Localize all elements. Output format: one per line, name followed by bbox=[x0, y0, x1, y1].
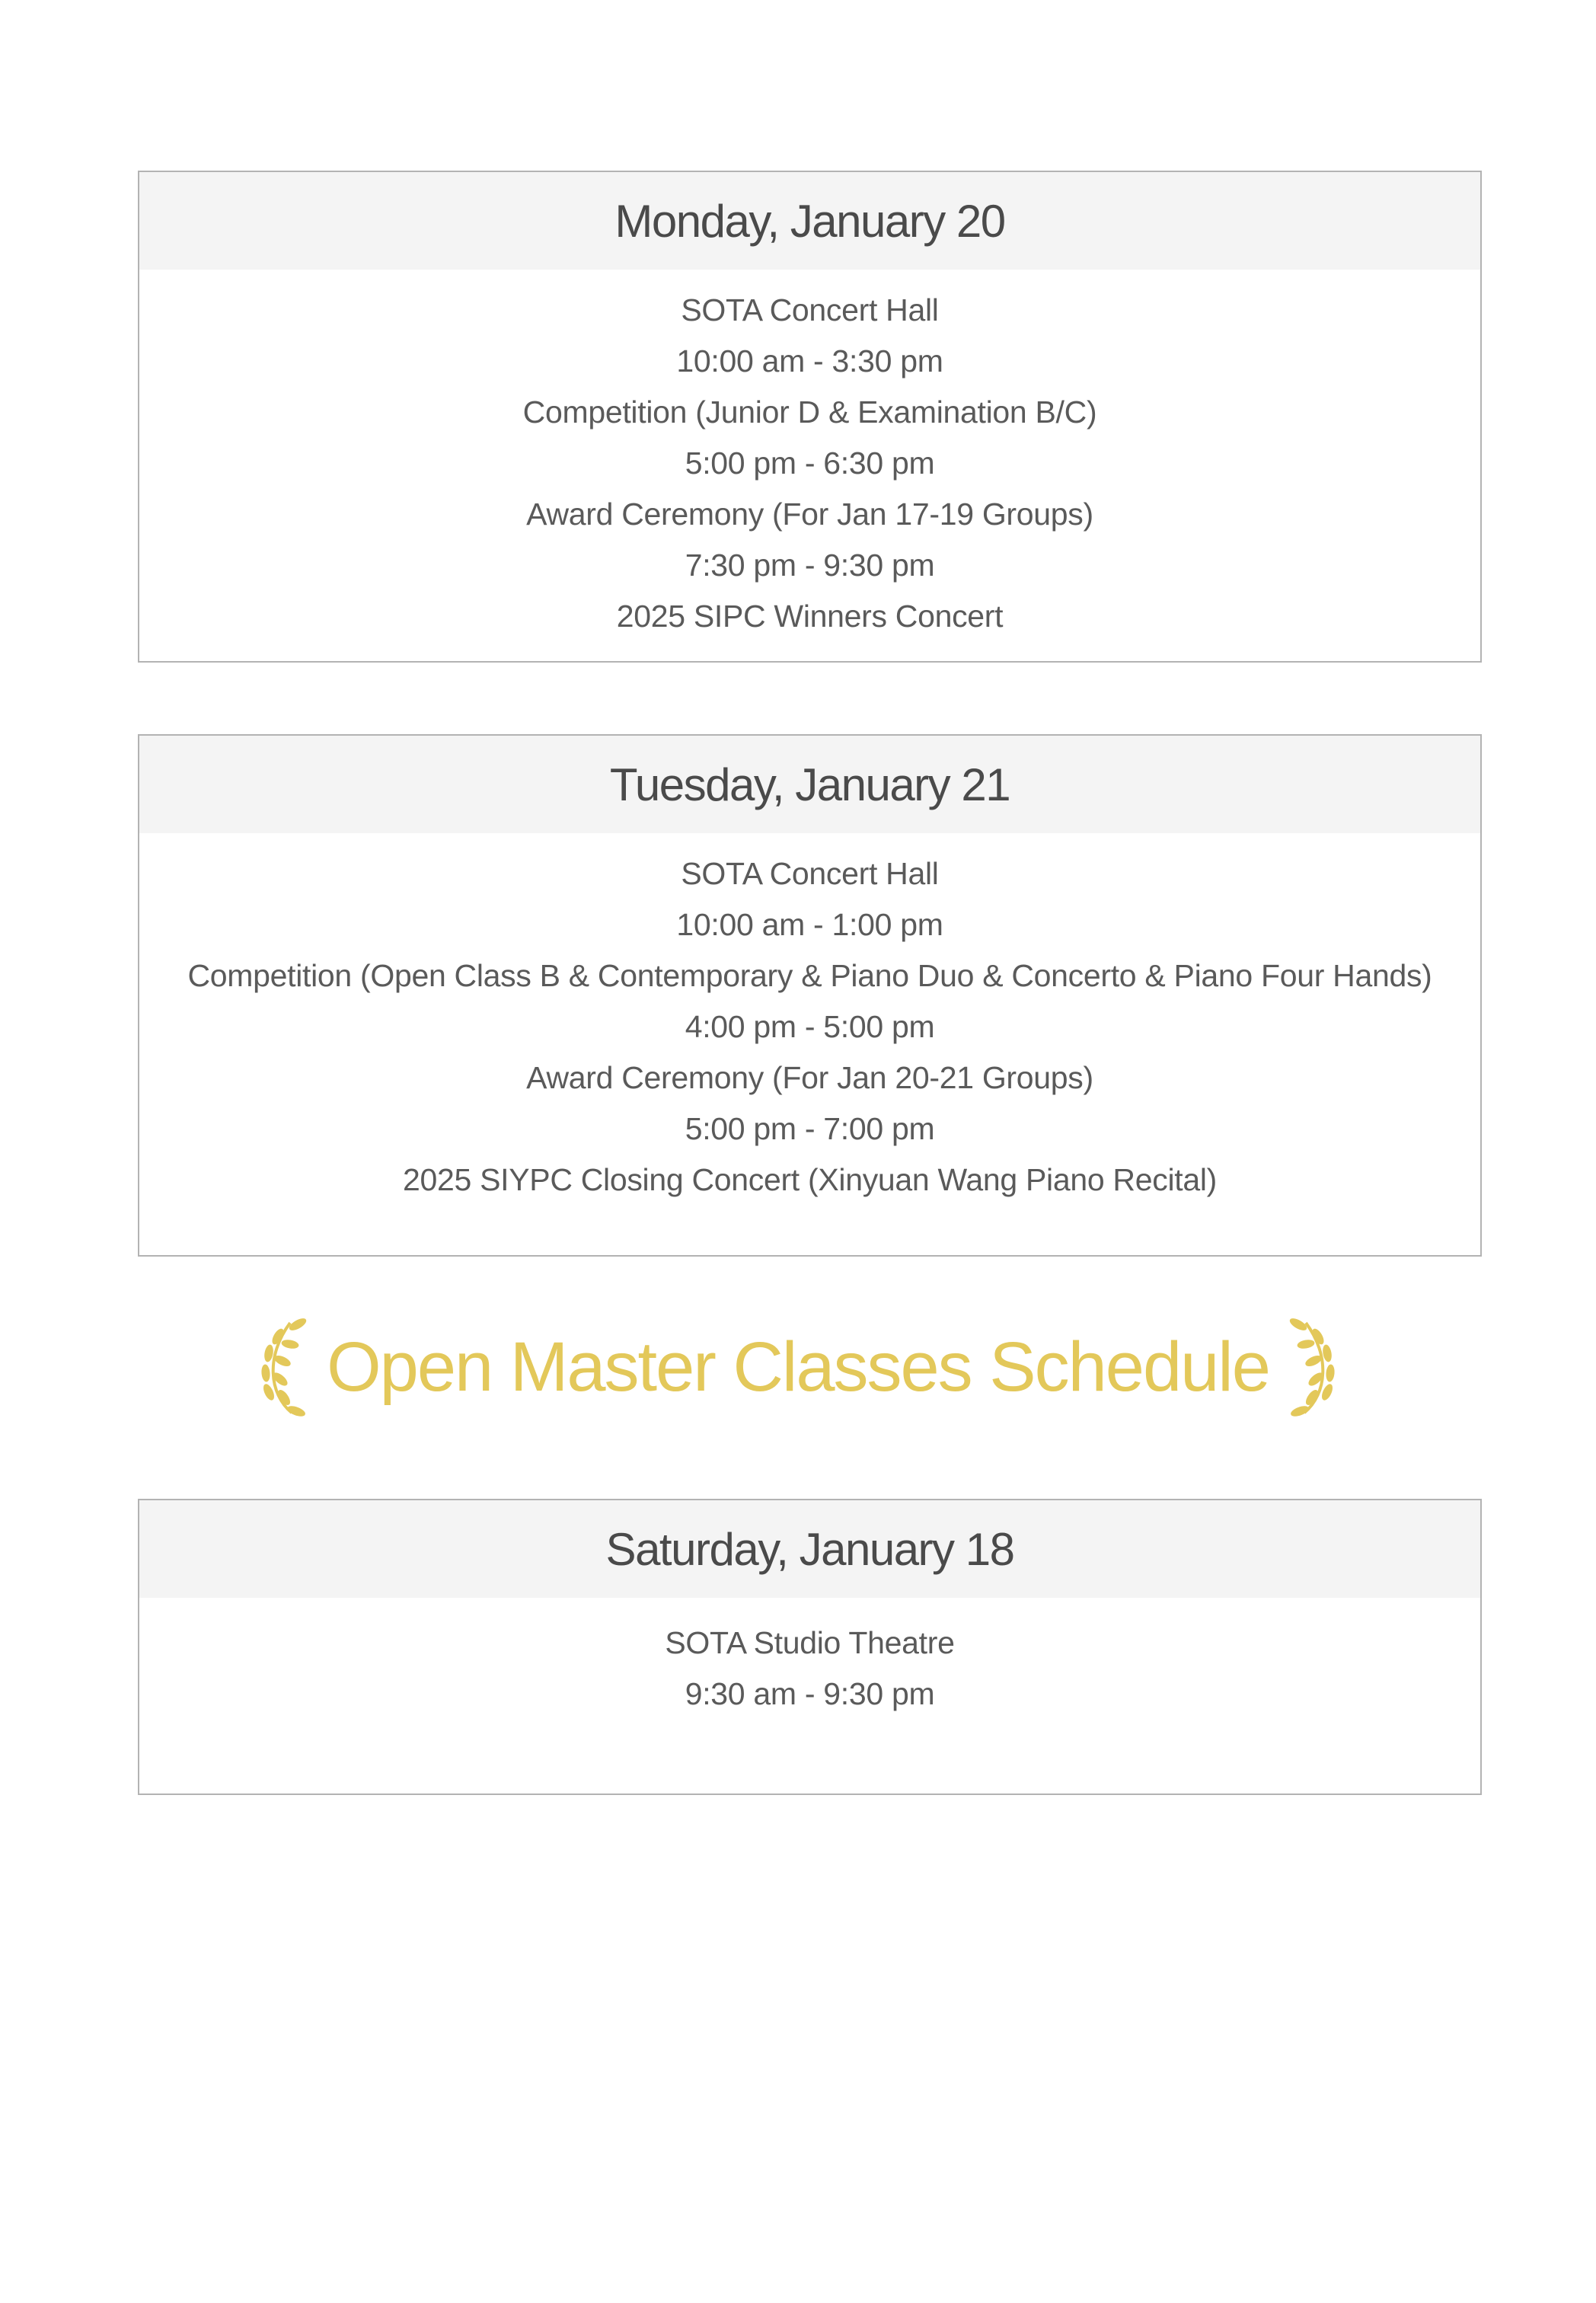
laurel-icon bbox=[1283, 1314, 1344, 1420]
time-text: 7:30 pm - 9:30 pm bbox=[685, 548, 935, 583]
event-text: Award Ceremony (For Jan 20-21 Groups) bbox=[526, 1060, 1093, 1095]
time-text: 10:00 am - 1:00 pm bbox=[676, 907, 943, 942]
card-date-heading: Saturday, January 18 bbox=[139, 1500, 1480, 1598]
card-body bbox=[139, 270, 1480, 642]
laurel-icon bbox=[252, 1314, 313, 1420]
card-date-heading: Monday, January 20 bbox=[139, 172, 1480, 270]
event-text: Competition (Junior D & Examination B/C) bbox=[522, 394, 1097, 430]
venue-text: SOTA Concert Hall bbox=[681, 856, 939, 891]
time-text: 10:00 am - 3:30 pm bbox=[676, 343, 943, 379]
time-text: 9:30 am - 9:30 pm bbox=[685, 1676, 935, 1711]
card-body bbox=[139, 1598, 1480, 1720]
venue-text: SOTA Studio Theatre bbox=[665, 1625, 955, 1660]
schedule-card-tuesday bbox=[138, 734, 1482, 1257]
event-text: Award Ceremony (For Jan 17-19 Groups) bbox=[526, 497, 1093, 532]
master-classes-banner bbox=[0, 1310, 1596, 1424]
event-text: Competition (Open Class B & Contemporary & Piano Duo & Concerto & Piano Four Hands) bbox=[187, 958, 1432, 993]
time-text: 5:00 pm - 6:30 pm bbox=[685, 446, 935, 481]
event-text: 2025 SIYPC Closing Concert (Xinyuan Wang Piano Recital) bbox=[402, 1162, 1218, 1197]
event-text: 2025 SIPC Winners Concert bbox=[616, 599, 1004, 634]
card-date-heading: Tuesday, January 21 bbox=[139, 736, 1480, 833]
time-text: 5:00 pm - 7:00 pm bbox=[685, 1111, 935, 1146]
card-body bbox=[139, 833, 1480, 1206]
venue-text: SOTA Concert Hall bbox=[681, 292, 939, 327]
master-classes-heading: Open Master Classes Schedule bbox=[327, 1327, 1269, 1406]
schedule-card-saturday bbox=[138, 1499, 1482, 1795]
time-text: 4:00 pm - 5:00 pm bbox=[685, 1009, 935, 1044]
schedule-card-monday bbox=[138, 171, 1482, 663]
